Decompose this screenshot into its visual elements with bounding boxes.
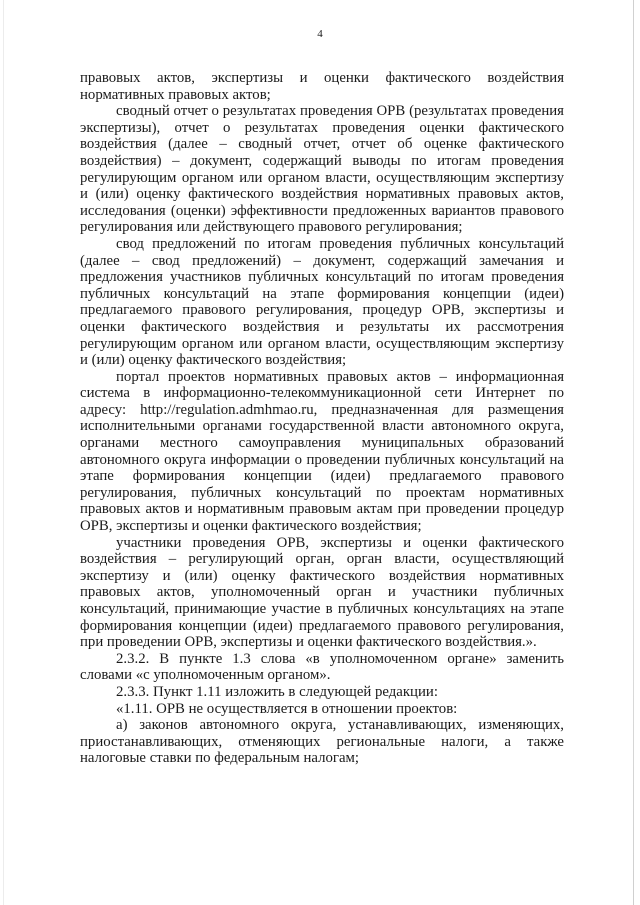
paragraph-clause-2-3-2: 2.3.2. В пункте 1.3 слова «в уполномоченном органе» заменить словами «с уполномоченным органом». bbox=[80, 650, 564, 684]
paragraph-clause-2-3-3: 2.3.3. Пункт 1.11 изложить в следующей редакции: bbox=[116, 683, 438, 700]
scan-edge-right bbox=[633, 0, 634, 905]
scan-edge-left bbox=[3, 0, 4, 905]
page-number: 4 bbox=[317, 28, 323, 40]
document-body bbox=[80, 70, 564, 767]
paragraph-item-a: а) законов автономного округа, устанавливающих, изменяющих, приостанавливающих, отменяющих региональные налоги, а также налоговые ставки по федеральным налогам; bbox=[80, 717, 564, 767]
paragraph-definition-summary-report: сводный отчет о результатах проведения ОРВ (результатах проведения экспертизы), отчет о результатах проведения оценки фактического воздействия (далее – сводный отчет, отчет об оценке фактического воздействия) – документ, содержащий выводы по итогам проведения регулирующим органом или органом власти, осуществляющим экспертизу и (или) оценку фактического воздействия нормативных правовых актов, исследования (оценки) эффективности предложенных вариантов правового регулирования или действующего правового регулирования; bbox=[80, 103, 564, 236]
paragraph-definition-participants: участники проведения ОРВ, экспертизы и оценки фактического воздействия – регулирующий орган, орган власти, осуществляющий экспертизу и (или) оценку фактического воздействия нормативных правовых актов, уполномоченный орган и участники публичных консультаций, принимающие участие в публичных консультациях на этапе формирования концепции (идеи) предлагаемого правового регулирования, при проведении ОРВ, экспертизы и оценки фактического воздействия.». bbox=[80, 534, 564, 651]
paragraph-definition-portal: портал проектов нормативных правовых актов – информационная система в информационно-телекоммуникационной сети Интернет по адресу: http://regulation.admhmao.ru, предназначенная для размещения исполнительными органами государственной власти автономного округа, органами местного самоуправления муниципальных образований автономного округа информации о проведении публичных консультаций на этапе формирования концепции (идеи) предлагаемого правового регулирования, публичных консультаций по проектам нормативных правовых актов и нормативным правовым актам при проведении процедур ОРВ, экспертизы и оценки фактического воздействия; bbox=[80, 368, 564, 535]
paragraph-definition-proposals-summary: свод предложений по итогам проведения публичных консультаций (далее – свод предложений) – документ, содержащий замечания и предложения участников публичных консультаций по итогам проведения публичных консультаций на этапе формирования концепции (идеи) предлагаемого правового регулирования, процедур ОРВ, экспертизы и оценки фактического воздействия и результаты их рассмотрения регулирующим органом или органом власти, осуществляющим экспертизу и (или) оценку фактического воздействия; bbox=[80, 235, 564, 369]
paragraph-continuation: правовых актов, экспертизы и оценки фактического воздействия нормативных правовых актов; bbox=[80, 70, 564, 103]
paragraph-clause-1-11: «1.11. ОРВ не осуществляется в отношении проектов: bbox=[116, 700, 458, 717]
